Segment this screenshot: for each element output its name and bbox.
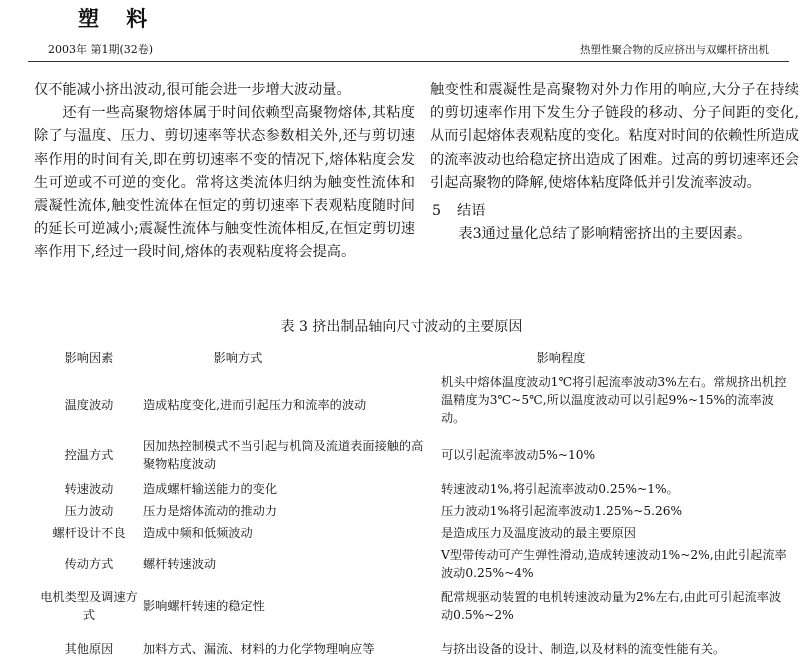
- right-paragraph-1: 触变性和震凝性是高聚物对外力作用的响应,大分子在持续的剪切速率作用下发生分子链段的移动、分子间距的变化,从而引起熔体表观粘度的变化。粘度对时间的依赖性所造成的流率波动也给稳定挤出造成了困难。过高的剪切速率还会引起高聚物的降解,使熔体粘度降低并引发流率波动。: [430, 82, 799, 191]
- mode-cell: 造成螺杆输送能力的变化: [143, 482, 278, 496]
- factor-cell: 电机类型及调速方式: [40, 590, 138, 622]
- section-number: 5: [432, 203, 442, 220]
- right-paragraph-2: 表3通过量化总结了影响精密挤出的主要因素。: [458, 226, 752, 243]
- factor-cell: 控温方式: [64, 448, 114, 462]
- degree-cell: 是造成压力及温度波动的最主要原因: [441, 526, 636, 540]
- section-heading: [430, 200, 799, 223]
- table-header-mode: 影响方式: [213, 351, 263, 365]
- left-column: [34, 79, 415, 265]
- degree-cell: 转速波动1%,将引起流率波动0.25%~1%。: [441, 482, 679, 496]
- degree-cell: 配常规驱动装置的电机转速波动量为2%左右,由此可引起流率波动0.5%~2%: [441, 590, 782, 622]
- issue-info: 2003年 第1期(32卷): [48, 43, 154, 56]
- section-title: 结语: [457, 203, 486, 220]
- factor-cell: 转速波动: [64, 482, 114, 496]
- factor-cell: 温度波动: [64, 398, 114, 412]
- left-paragraph-2: 还有一些高聚物熔体属于时间依赖型高聚物熔体,其粘度除了与温度、压力、剪切速率等状态参数相关外,还与剪切速率作用的时间有关,即在剪切速率不变的情况下,熔体粘度会发生可逆或不可逆的变化。常将这类流体归纳为触变性流体和震凝性流体,触变性流体在恒定的剪切速率下表观粘度随时间的延长可逆减小;震凝性流体与触变性流体相反,在恒定剪切速率作用下,经过一段时间,熔体的表观粘度将会提高。: [34, 105, 415, 261]
- table-title: 表 3 挤出制品轴向尺寸波动的主要原因: [280, 319, 523, 335]
- right-column: [430, 79, 799, 246]
- mode-cell: 造成粘度变化,进而引起压力和流率的波动: [143, 398, 367, 412]
- mode-cell: 影响螺杆转速的稳定性: [143, 599, 265, 613]
- table-header-factor: 影响因素: [64, 351, 114, 365]
- table-header-degree: 影响程度: [536, 351, 586, 365]
- degree-cell: 可以引起流率波动5%~10%: [441, 448, 596, 462]
- mode-cell: 加料方式、漏流、材料的力化学物理响应等: [143, 642, 375, 656]
- degree-cell: 机头中熔体温度波动1℃将引起流率波动3%左右。常规挤出机控温精度为3℃~5℃,所以温度波动可以引起9%~15%的流率波动。: [441, 375, 787, 425]
- mode-cell: 压力是熔体流动的推动力: [143, 504, 278, 518]
- factor-cell: 压力波动: [64, 504, 114, 518]
- factor-cell: 传动方式: [64, 557, 114, 571]
- left-paragraph-1: 仅不能减小挤出波动,很可能会进一步增大波动量。: [34, 82, 351, 98]
- mode-cell: 因加热控制模式不当引起与机筒及流道表面接触的高聚物粘度波动: [143, 439, 424, 471]
- journal-title: 塑 料: [78, 6, 158, 31]
- factor-cell: 其他原因: [64, 642, 114, 656]
- mode-cell: 造成中频和低频波动: [143, 526, 253, 540]
- factor-cell: 螺杆设计不良: [52, 526, 126, 540]
- header-rule: [28, 61, 789, 62]
- degree-cell: 压力波动1%将引起流率波动1.25%~5.26%: [441, 504, 683, 518]
- running-title: 热塑性聚合物的反应挤出与双螺杆挤出机: [580, 44, 769, 56]
- degree-cell: 与挤出设备的设计、制造,以及材料的流变性能有关。: [441, 642, 726, 656]
- degree-cell: V型带传动可产生弹性滑动,造成转速波动1%~2%,由此引起流率波动0.25%~4%: [441, 548, 787, 580]
- mode-cell: 螺杆转速波动: [143, 557, 217, 571]
